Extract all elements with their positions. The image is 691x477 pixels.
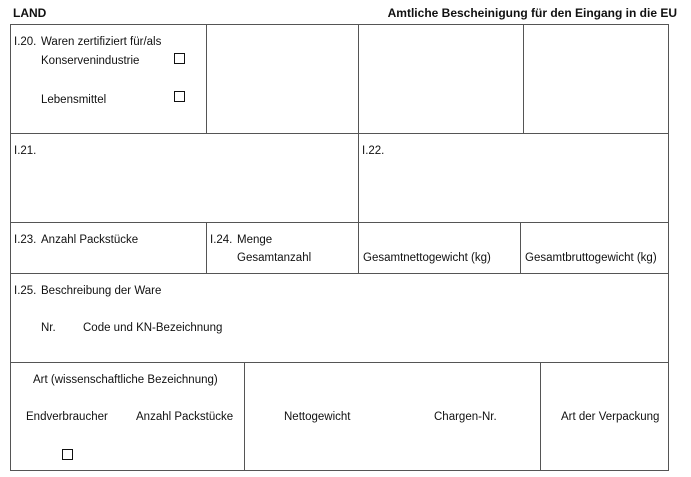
border-left (10, 24, 11, 471)
option-canning-label: Konservenindustrie (41, 55, 140, 67)
option-food-label: Lebensmittel (41, 94, 107, 106)
border-top (10, 24, 669, 25)
col-divider (244, 362, 245, 471)
col-divider (523, 24, 524, 134)
i20-label: Waren zertifiziert für/als (41, 36, 162, 48)
i21-number: I.21. (14, 145, 37, 157)
end-consumer-checkbox[interactable] (62, 449, 73, 460)
col-divider (358, 222, 359, 274)
country-label: LAND (13, 6, 47, 20)
col-divider (206, 24, 207, 134)
net-weight-label: Nettogewicht (284, 411, 351, 423)
certificate-title: Amtliche Bescheinigung für den Eingang in die EU (387, 6, 677, 20)
border-bottom (10, 470, 669, 471)
total-gross-weight-label: Gesamtbruttogewicht (kg) (525, 252, 657, 264)
row-divider (10, 362, 669, 363)
row-divider (10, 273, 669, 274)
end-consumer-label: Endverbraucher (26, 411, 108, 423)
col-divider (358, 133, 359, 223)
row-divider (10, 133, 669, 134)
i23-number: I.23. (14, 234, 37, 246)
canning-checkbox[interactable] (174, 53, 185, 64)
i20-number: I.20. (14, 36, 37, 48)
code-label: Code und KN-Bezeichnung (83, 322, 223, 334)
total-net-weight-label: Gesamtnettogewicht (kg) (363, 252, 491, 264)
col-divider (540, 362, 541, 471)
border-right (668, 24, 669, 471)
i22-number: I.22. (362, 145, 385, 157)
total-count-label: Gesamtanzahl (237, 252, 312, 264)
packaging-type-label: Art der Verpackung (561, 411, 660, 423)
i25-label: Beschreibung der Ware (41, 285, 162, 297)
col-divider (358, 24, 359, 134)
i25-number: I.25. (14, 285, 37, 297)
i24-label: Menge (237, 234, 273, 246)
i24-number: I.24. (210, 234, 233, 246)
nr-label: Nr. (41, 322, 56, 334)
i23-label: Anzahl Packstücke (41, 234, 139, 246)
species-label: Art (wissenschaftliche Bezeichnung) (33, 374, 218, 386)
batch-number-label: Chargen-Nr. (434, 411, 497, 423)
row-divider (10, 222, 669, 223)
col-divider (206, 222, 207, 274)
col-divider (520, 222, 521, 274)
packages-label: Anzahl Packstücke (136, 411, 234, 423)
food-checkbox[interactable] (174, 91, 185, 102)
